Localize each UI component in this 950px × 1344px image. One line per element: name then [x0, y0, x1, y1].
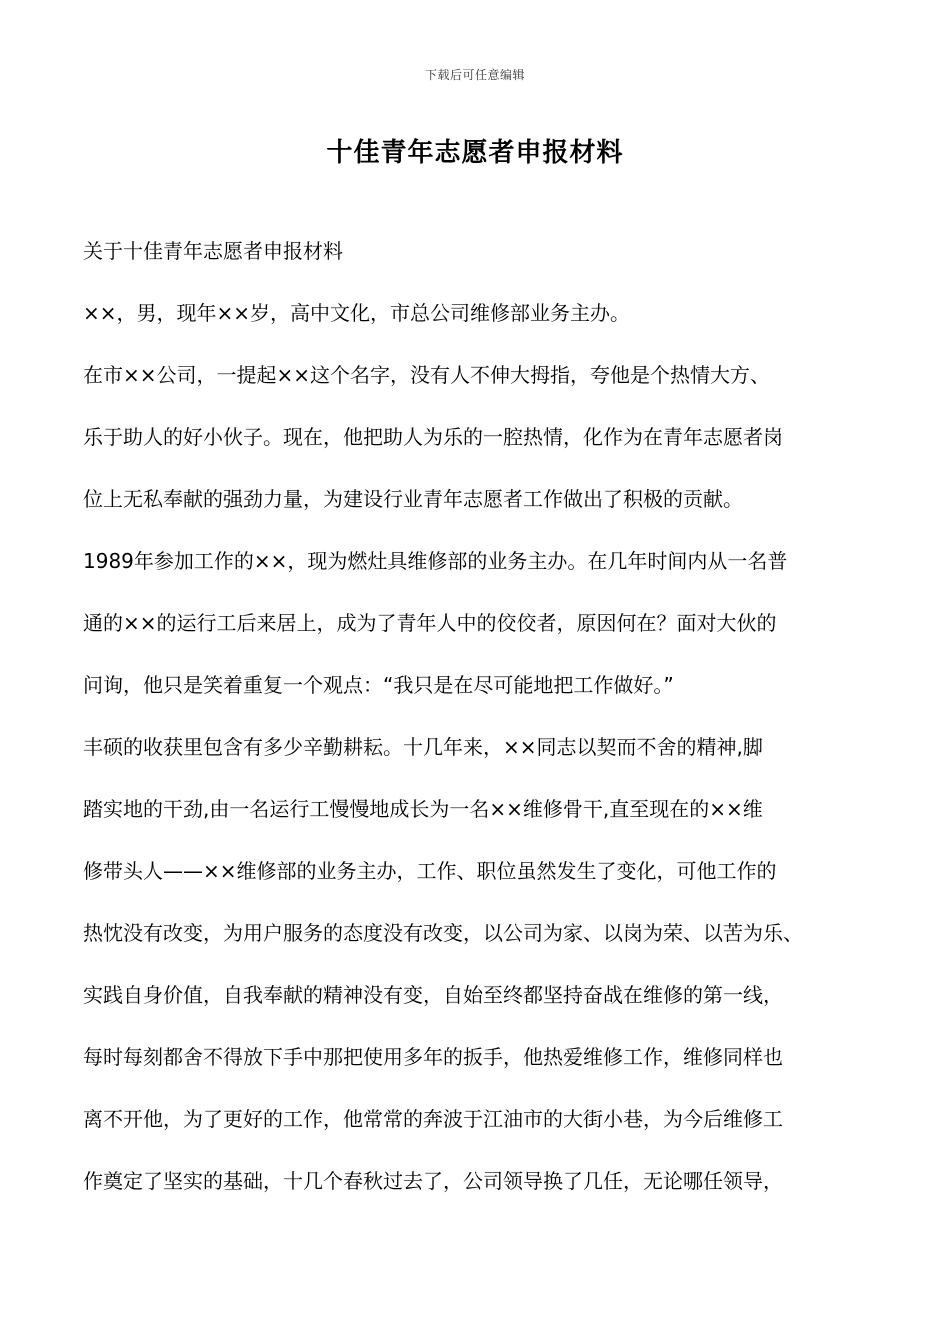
- document-title: 十佳青年志愿者申报材料: [326, 138, 624, 168]
- document-body: [83, 220, 883, 1212]
- text-line: 在市××公司，一提起××这个名字，没有人不伸大拇指，夸他是个热情大方、: [83, 363, 771, 387]
- text-line: ××，男，现年××岁，高中文化，市总公司维修部业务主办。: [83, 301, 631, 325]
- text-line: 修带头人——××维修部的业务主办，工作、职位虽然发生了变化，可他工作的: [83, 859, 777, 883]
- text-line: 热忱没有改变，为用户服务的态度没有改变，以公司为家、以岗为荣、以苦为乐、: [83, 921, 803, 945]
- paragraph-career: [83, 530, 883, 716]
- text-line: 离不开他，为了更好的工作，他常常的奔波于江油市的大街小巷，为今后维修工: [83, 1107, 783, 1131]
- paragraph-personal-info: [83, 282, 883, 344]
- text-line: 问询，他只是笑着重复一个观点：“我只是在尽可能地把工作做好。”: [83, 673, 674, 697]
- text-line: 1989年参加工作的××，现为燃灶具维修部的业务主办。在几年时间内从一名普: [83, 549, 788, 573]
- text-line: 实践自身价值，自我奉献的精神没有变，自始至终都坚持奋战在维修的第一线，: [83, 983, 783, 1007]
- text-line: 通的××的运行工后来居上，成为了青年人中的佼佼者，原因何在？面对大伙的: [83, 611, 777, 635]
- text-line: 乐于助人的好小伙子。现在，他把助人为乐的一腔热情，化作为在青年志愿者岗: [83, 425, 783, 449]
- text-line: 关于十佳青年志愿者申报材料: [83, 239, 343, 263]
- paragraph-intro-heading: [83, 220, 883, 282]
- text-line: 位上无私奉献的强劲力量，为建设行业青年志愿者工作做出了积极的贡献。: [83, 487, 743, 511]
- paragraph-reputation: [83, 344, 883, 530]
- header-note: 下载后可任意编辑: [424, 68, 525, 82]
- text-line: 踏实地的干劲,由一名运行工慢慢地成长为一名××维修骨干,直至现在的××维: [83, 797, 763, 821]
- text-line: 每时每刻都舍不得放下手中那把使用多年的扳手，他热爱维修工作，维修同样也: [83, 1045, 783, 1069]
- paragraph-dedication: [83, 716, 883, 1212]
- text-line: 作奠定了坚实的基础，十几个春秋过去了，公司领导换了几任，无论哪任领导，: [83, 1169, 783, 1193]
- text-line: 丰硕的收获里包含有多少辛勤耕耘。十几年来，××同志以契而不舍的精神,脚: [83, 735, 763, 759]
